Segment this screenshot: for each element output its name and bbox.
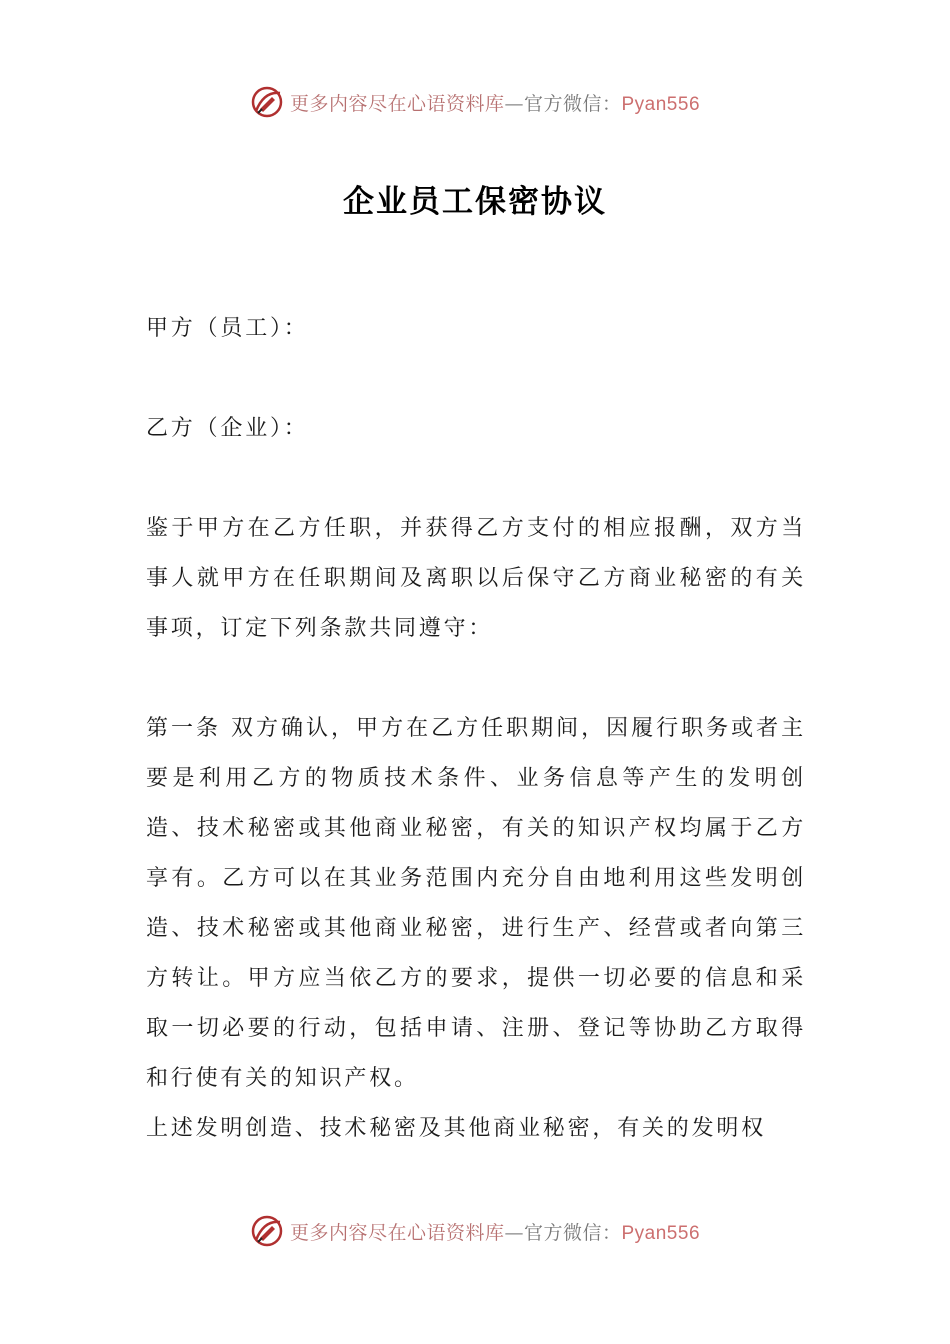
watermark-main: 更多内容尽在心语资料库 (289, 1221, 505, 1244)
party-a-line: 甲方（员工）： (146, 316, 309, 341)
header-watermark (0, 80, 950, 124)
watermark-wechat-label: 官方微信： (523, 1221, 622, 1244)
party-b-line: 乙方（企业）： (146, 416, 309, 441)
article-1-continuation: 上述发明创造、技术秘密及其他商业秘密，有关的发明权 (146, 1116, 767, 1141)
watermark-dash: — (504, 92, 524, 115)
watermark-wechat-label: 官方微信： (523, 92, 622, 115)
watermark-dash: — (504, 1221, 524, 1244)
preamble-paragraph: 鉴于甲方在乙方任职，并获得乙方支付的相应报酬，双方当事人就甲方在任职期间及离职以后保守乙方商业秘密的有关事项，订定下列条款共同遵守： (146, 516, 806, 641)
watermark-text (290, 1218, 700, 1245)
article-1-paragraph: 第一条 双方确认，甲方在乙方任职期间，因履行职务或者主要是利用乙方的物质技术条件、业务信息等产生的发明创造、技术秘密或其他商业秘密，有关的知识产权均属于乙方享有。乙方可以在其业务范围内充分自由地利用这些发明创造、技术秘密或其他商业秘密，进行生产、经营或者向第三方转让。甲方应当依乙方的要求，提供一切必要的信息和采取一切必要的行动，包括申请、注册、登记等协助乙方取得和行使有关的知识产权。 (146, 716, 806, 1091)
document-body (146, 304, 806, 1154)
watermark-wechat-id: Pyan556 (621, 1222, 701, 1244)
footer-watermark (0, 1209, 950, 1253)
watermark-text (290, 89, 700, 116)
watermark-wechat-id: Pyan556 (621, 93, 701, 115)
document-title: 企业员工保密协议 (343, 184, 607, 220)
pen-logo-icon (250, 85, 284, 119)
pen-logo-icon (250, 1214, 284, 1248)
watermark-main: 更多内容尽在心语资料库 (289, 92, 505, 115)
